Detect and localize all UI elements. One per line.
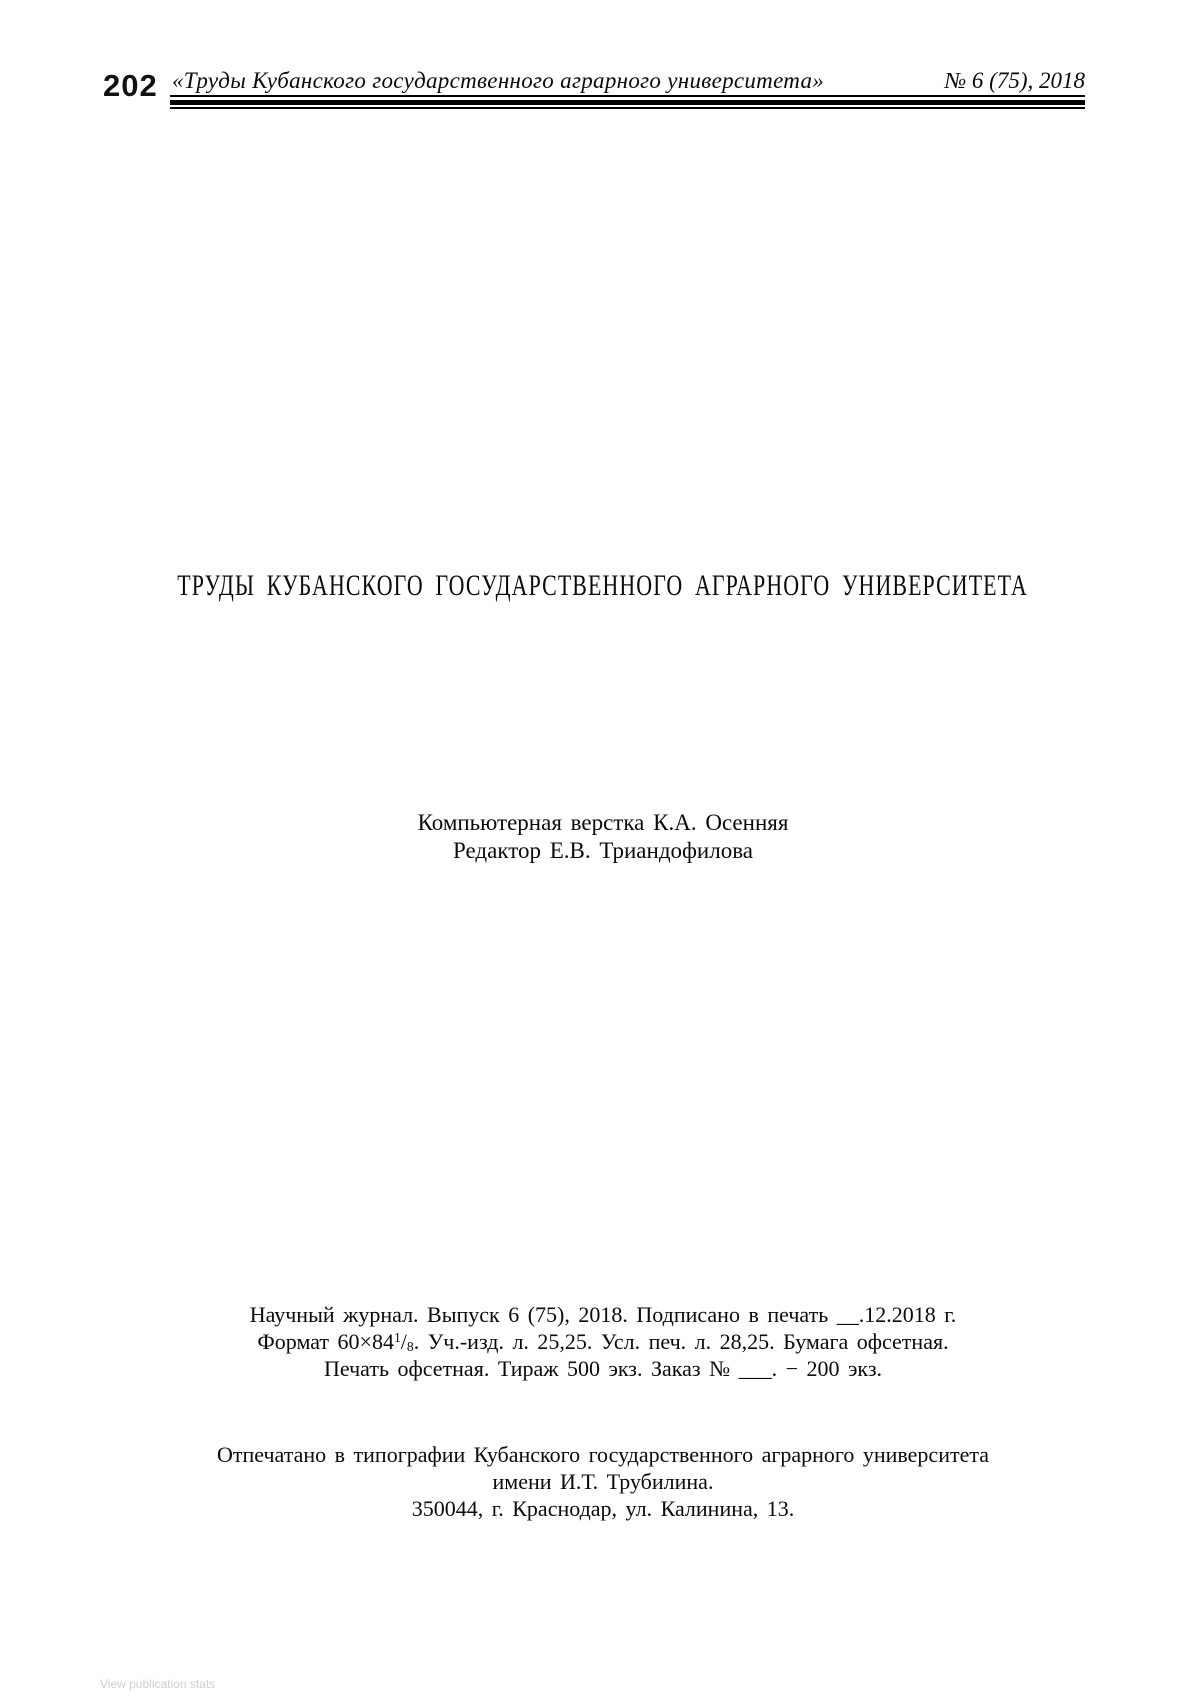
printer-line-2: имени И.Т. Трубилина. <box>492 1469 714 1494</box>
running-head-issue-number: № 6 (75), 2018 <box>944 68 1085 93</box>
imprint-format-rest: . Уч.-изд. л. 25,25. Усл. печ. л. 28,25. Бумага офсетная. <box>413 1329 949 1354</box>
journal-title-text: ТРУДЫ КУБАНСКОГО ГОСУДАРСТВЕННОГО АГРАРНОГО УНИВЕРСИТЕТА <box>177 569 1029 602</box>
imprint-format-prefix: Формат 60×84 <box>257 1329 394 1354</box>
credit-editor-line: Редактор Е.В. Триандофилова <box>453 838 753 863</box>
view-publication-stats-link[interactable]: View publication stats <box>100 1677 216 1691</box>
imprint-format-slash: / <box>400 1329 407 1354</box>
imprint-line-1: Научный журнал. Выпуск 6 (75), 2018. Подписано в печать __.12.2018 г. <box>249 1302 957 1327</box>
credit-layout-line: Компьютерная верстка К.А. Осенняя <box>417 810 789 835</box>
printer-line-1: Отпечатано в типографии Кубанского государственного аграрного университета <box>216 1442 989 1467</box>
imprint-line-2 <box>0 1328 1200 1355</box>
imprint-line-3: Печать офсетная. Тираж 500 экз. Заказ № ___. − 200 экз. <box>323 1356 883 1381</box>
printer-line-3: 350044, г. Краснодар, ул. Калинина, 13. <box>411 1496 795 1521</box>
imprint-format-sub: 8 <box>406 1339 414 1355</box>
credits-block <box>0 809 1200 865</box>
running-head-journal-title: «Труды Кубанского государственного аграрного университета» <box>172 68 825 93</box>
printer-block <box>0 1441 1200 1522</box>
imprint-format-sup: 1 <box>393 1330 401 1346</box>
imprint-block <box>0 1301 1200 1382</box>
header-thick-rule <box>170 100 1085 105</box>
page-number: 202 <box>103 68 158 103</box>
journal-title-block <box>0 569 1200 603</box>
header-underline-rule <box>170 95 1085 97</box>
header-thin-rule <box>170 107 1085 109</box>
